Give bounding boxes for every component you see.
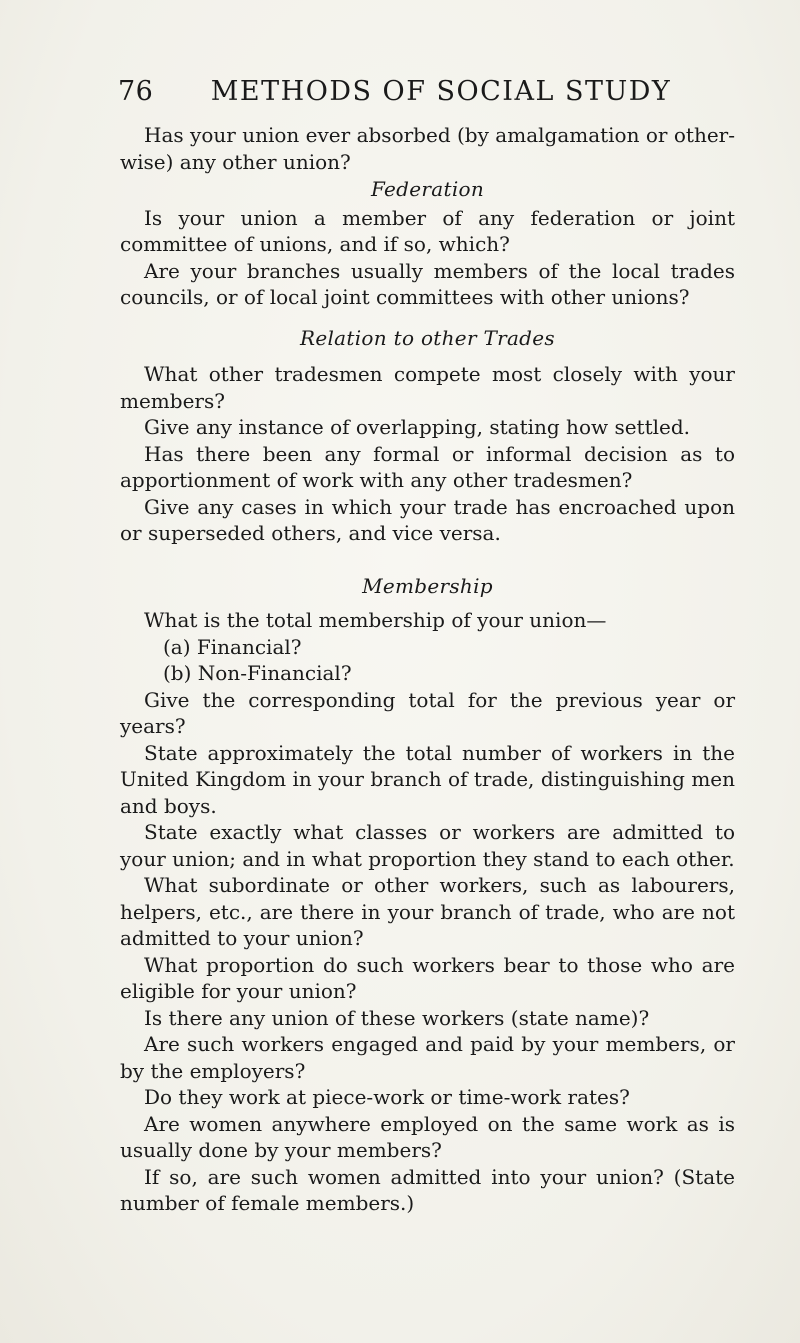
question-item: Is there any union of these workers (state name)? (144, 1005, 650, 1030)
section-heading-membership: Membership (362, 573, 493, 598)
question-item: State approximately the total number of workers in the United Kingdom in your branch of trade, distinguishing men and boys. (120, 740, 735, 818)
question-item: What is the total membership of your union— (144, 608, 607, 632)
running-head: METHODS OF SOCIAL STUDY (210, 76, 672, 107)
sub-item-b: (b) Non-Financial? (163, 661, 352, 685)
sub-item-a: (a) Financial? (163, 634, 302, 659)
question-item: What proportion do such workers bear to those who are eligible for your union? (120, 952, 735, 1003)
question-item: Give any cases in which your trade has encroached upon or superseded others, and vice versa. (120, 494, 735, 545)
question-item: If so, are such women admitted into your union? (State number of female members.) (120, 1164, 735, 1215)
question-item: Give any instance of overlapping, stating how settled. (144, 415, 691, 439)
question-item: What other tradesmen compete most closely with your members? (120, 362, 735, 413)
page-body (120, 122, 735, 1217)
question-item: Are such workers engaged and paid by your members, or by the employers? (120, 1032, 735, 1083)
question-item: What subordinate or other workers, such as labourers, helpers, etc., are there in your branch of trade, who are not admitted to your union? (120, 873, 735, 950)
page-header (118, 74, 728, 114)
question-item: Has there been any formal or informal decision as to apportionment of work with any other tradesmen? (120, 441, 735, 492)
section-heading-relation: Relation to other Trades (299, 325, 555, 350)
section-heading-federation: Federation (370, 177, 485, 201)
question-item: Are your branches usually members of the local trades councils, or of local joint committees with other unions? (120, 258, 735, 309)
page-number: 76 (118, 76, 154, 107)
question-item: Give the corresponding total for the previous year or years? (120, 687, 735, 738)
question-item: State exactly what classes or workers are admitted to your union; and in what proportion they stand to each other. (120, 820, 735, 871)
question-item: Has your union ever absorbed (by amalgamation or otherwise) any other union? (120, 123, 735, 174)
question-item: Are women anywhere employed on the same work as is usually done by your members? (120, 1111, 735, 1162)
question-item: Do they work at piece-work or time-work rates? (144, 1085, 630, 1109)
question-item: Is your union a member of any federation or joint committee of unions, and if so, which? (120, 205, 735, 256)
